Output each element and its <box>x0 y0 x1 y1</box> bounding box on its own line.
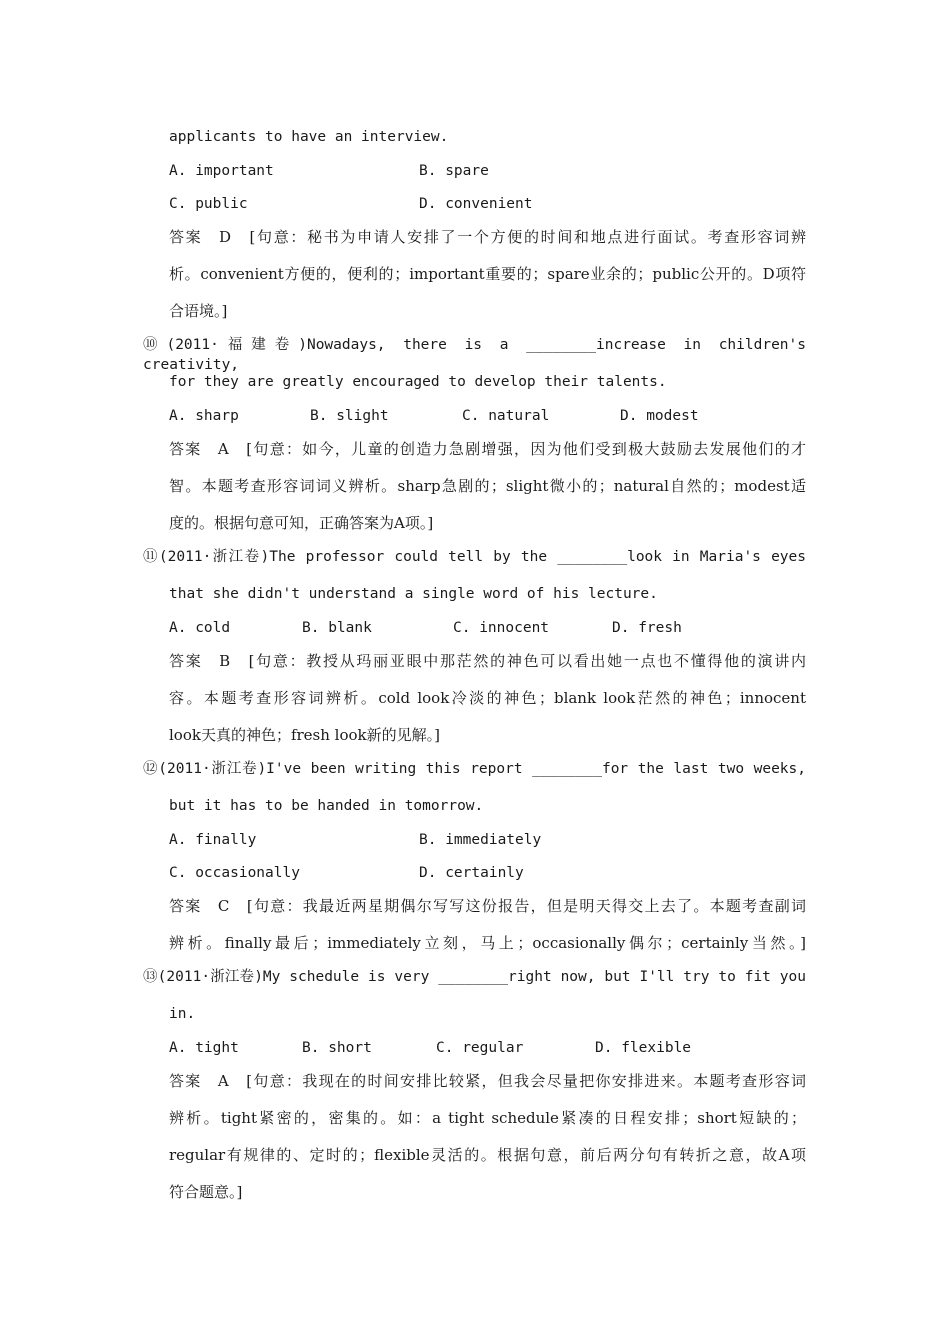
q12-stem-line-2: but it has to be handed in tomorrow. <box>169 798 484 814</box>
q13-option-b: B. short <box>302 1040 372 1056</box>
q13-option-a: A. tight <box>169 1040 239 1056</box>
q10-option-b: B. slight <box>310 408 389 424</box>
q13-stem-line-1: ⑬(2011·浙江卷)My schedule is very ________right now, but I'll try to fit you <box>143 969 806 985</box>
q11-option-d: D. fresh <box>612 620 682 636</box>
q11-stem-line-2: that she didn't understand a single word of his lecture. <box>169 586 658 602</box>
q12-answer-line-2: 辨析。finally最后；immediately立刻，马上；occasionally偶尔；certainly当然。] <box>169 934 806 952</box>
q13-answer-line-3: regular有规律的、定时的；flexible灵活的。根据句意，前后两分句有转折之意，故A项 <box>169 1146 806 1164</box>
q13-answer-line-2: 辨析。tight紧密的，密集的。如：a tight schedule紧凑的日程安排；short短缺的； <box>169 1109 806 1127</box>
q12-option-b: B. immediately <box>419 832 542 848</box>
q11-answer-line-2: 容。本题考查形容词辨析。cold look冷淡的神色；blank look茫然的神色；innocent <box>169 689 806 707</box>
q9-option-a: A. important <box>169 163 274 179</box>
q11-answer-line-1: 答案 B [句意：教授从玛丽亚眼中那茫然的神色可以看出她一点也不懂得他的演讲内 <box>169 652 806 670</box>
q9-option-c: C. public <box>169 196 248 212</box>
q12-stem-line-1: ⑫(2011·浙江卷)I've been writing this report ________for the last two weeks, <box>143 761 806 777</box>
q11-answer-line-3: look天真的神色；fresh look新的见解。] <box>169 726 440 744</box>
q10-answer-line-2: 智。本题考查形容词词义辨析。sharp急剧的；slight微小的；natural自然的；modest适 <box>169 477 806 495</box>
q10-option-a: A. sharp <box>169 408 239 424</box>
q12-option-c: C. occasionally <box>169 865 300 881</box>
q11-option-c: C. innocent <box>453 620 550 636</box>
q11-option-b: B. blank <box>302 620 372 636</box>
q9-option-b: B. spare <box>419 163 489 179</box>
q12-answer-line-1: 答案 C [句意：我最近两星期偶尔写写这份报告，但是明天得交上去了。本题考查副词 <box>169 897 806 915</box>
q11-option-a: A. cold <box>169 620 231 636</box>
q10-answer-line-1: 答案 A [句意：如今，儿童的创造力急剧增强，因为他们受到极大鼓励去发展他们的才 <box>169 440 806 458</box>
q12-option-a: A. finally <box>169 832 257 848</box>
q11-stem-line-1: ⑪(2011·浙江卷)The professor could tell by the ________look in Maria's eyes <box>143 549 806 565</box>
q13-answer-line-4: 符合题意。] <box>169 1183 243 1201</box>
q12-option-d: D. certainly <box>419 865 524 881</box>
q10-option-d: D. modest <box>620 408 699 424</box>
q13-option-d: D. flexible <box>595 1040 692 1056</box>
q9-answer-line-3: 合语境。] <box>169 302 228 320</box>
q9-answer-line-1: 答案 D [句意：秘书为申请人安排了一个方便的时间和地点进行面试。考查形容词辨 <box>169 228 806 246</box>
q10-stem-line-2: for they are greatly encouraged to develop their talents. <box>169 374 667 390</box>
q13-option-c: C. regular <box>436 1040 524 1056</box>
q10-stem-line-1: ⑩(2011·福建卷)Nowadays, there is a ________increase in children's creativity, <box>143 337 806 373</box>
q9-option-d: D. convenient <box>419 196 533 212</box>
q9-stem-continuation: applicants to have an interview. <box>169 129 449 145</box>
q9-answer-line-2: 析。convenient方便的，便利的；important重要的；spare业余的；public公开的。D项符 <box>169 265 806 283</box>
q10-answer-line-3: 度的。根据句意可知，正确答案为A项。] <box>169 514 434 532</box>
q13-stem-line-2: in. <box>169 1006 196 1022</box>
q13-answer-line-1: 答案 A [句意：我现在的时间安排比较紧，但我会尽量把你安排进来。本题考查形容词 <box>169 1072 806 1090</box>
q10-option-c: C. natural <box>462 408 550 424</box>
